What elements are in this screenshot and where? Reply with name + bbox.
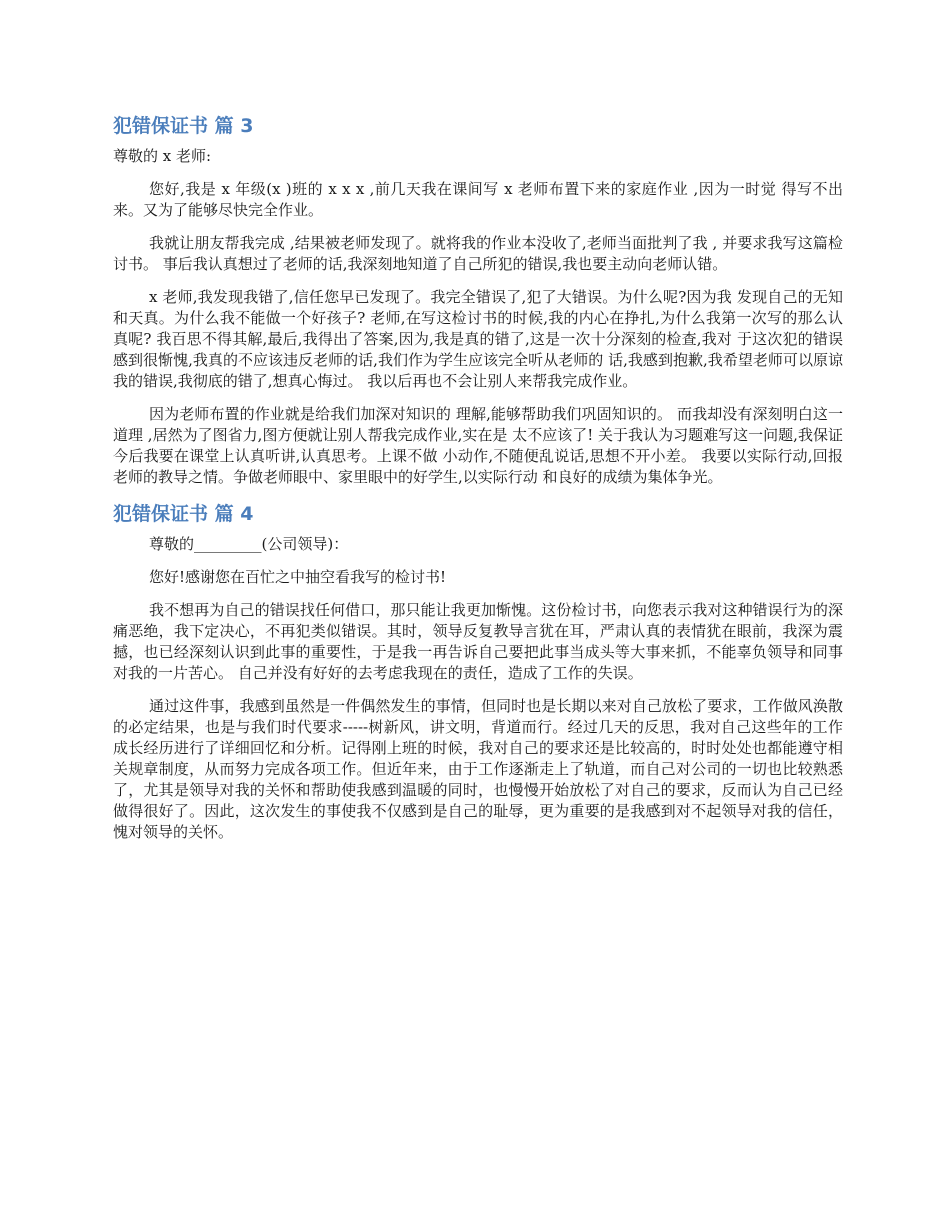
section-4-paragraph: 我不想再为自己的错误找任何借口，那只能让我更加惭愧。这份检讨书，向您表示我对这种错误行为的深痛恶绝，我下定决心，不再犯类似错误。其时，领导反复教导言犹在耳，严肃认真的表情犹在眼前，我深为震撼，也已经深刻认识到此事的重要性，于是我一再告诉自己要把此事当成头等大事来抓，不能辜负领导和同事对我的一片苦心。 自己并没有好好的去考虑我现在的责任，造成了工作的失误。 (113, 601, 843, 682)
salutation-prefix: 尊敬的 (149, 535, 195, 553)
recipient-blank: _________ (194, 535, 262, 553)
document-page (113, 112, 843, 855)
section-3-salutation: 尊敬的 x 老师: (113, 147, 212, 165)
section-3-heading: 犯错保证书 篇 3 (113, 115, 254, 137)
section-3-paragraph: 我就让朋友帮我完成 ,结果被老师发现了。就将我的作业本没收了,老师当面批判了我 , 并要求我写这篇检讨书。 事后我认真想过了老师的话,我深刻地知道了自己所犯的错误,我也要主动向老师认错。 (113, 234, 843, 273)
section-4-paragraph: 您好!感谢您在百忙之中抽空看我写的检讨书! (149, 568, 447, 586)
section-4-salutation (113, 534, 843, 555)
salutation-suffix: (公司领导)： (261, 535, 349, 553)
section-4-paragraph: 通过这件事，我感到虽然是一件偶然发生的事情，但同时也是长期以来对自己放松了要求，工作做风涣散的必定结果，也是与我们时代要求-----树新风，讲文明，背道而行。经过几天的反思，我对自己这些年的工作成长经历进行了详细回忆和分析。记得刚上班的时候，我对自己的要求还是比较高的，时时处处也都能遵守相关规章制度，从而努力完成各项工作。但近年来，由于工作逐渐走上了轨道，而自己对公司的一切也比较熟悉了，尤其是领导对我的关怀和帮助使我感到温暖的同时，也慢慢开始放松了对自己的要求，反而认为自己已经做得很好了。因此，这次发生的事使我不仅感到是自己的耻辱，更为重要的是我感到对不起领导对我的信任，愧对领导的关怀。 (113, 697, 843, 841)
section-4-heading: 犯错保证书 篇 4 (113, 503, 254, 525)
section-3-paragraph: x 老师,我发现我错了,信任您早已发现了。我完全错误了,犯了大错误。为什么呢?因为我 发现自己的无知和天真。为什么我不能做一个好孩子? 老师,在写这检讨书的时候,我的内心在挣扎,为什么我第一次写的那么认真呢? 我百思不得其解,最后,我得出了答案,因为,我是真的错了,这是一次十分深刻的检查,我对 于这次犯的错误感到很惭愧,我真的不应该违反老师的话,我们作为学生应该完全听从老师的 话,我感到抱歉,我希望老师可以原谅我的错误,我彻底的错了,想真心悔过。 我以后再也不会让别人来帮我完成作业。 (113, 288, 843, 390)
section-3-paragraph: 因为老师布置的作业就是给我们加深对知识的 理解,能够帮助我们巩固知识的。 而我却没有深刻明白这一道理 ,居然为了图省力,图方便就让别人帮我完成作业,实在是 太不应该了! 关于我认为习题难写这一问题,我保证今后我要在课堂上认真听讲,认真思考。上课不做 小动作,不随便乱说话,思想不开小差。 我要以实际行动,回报老师的教导之情。争做老师眼中、家里眼中的好学生,以实际行动 和良好的成绩为集体争光。 (113, 405, 843, 486)
section-3-paragraph: 您好,我是 x 年级(x )班的 x x x ,前几天我在课间写 x 老师布置下来的家庭作业 ,因为一时觉 得写不出来。又为了能够尽快完全作业。 (113, 180, 843, 219)
